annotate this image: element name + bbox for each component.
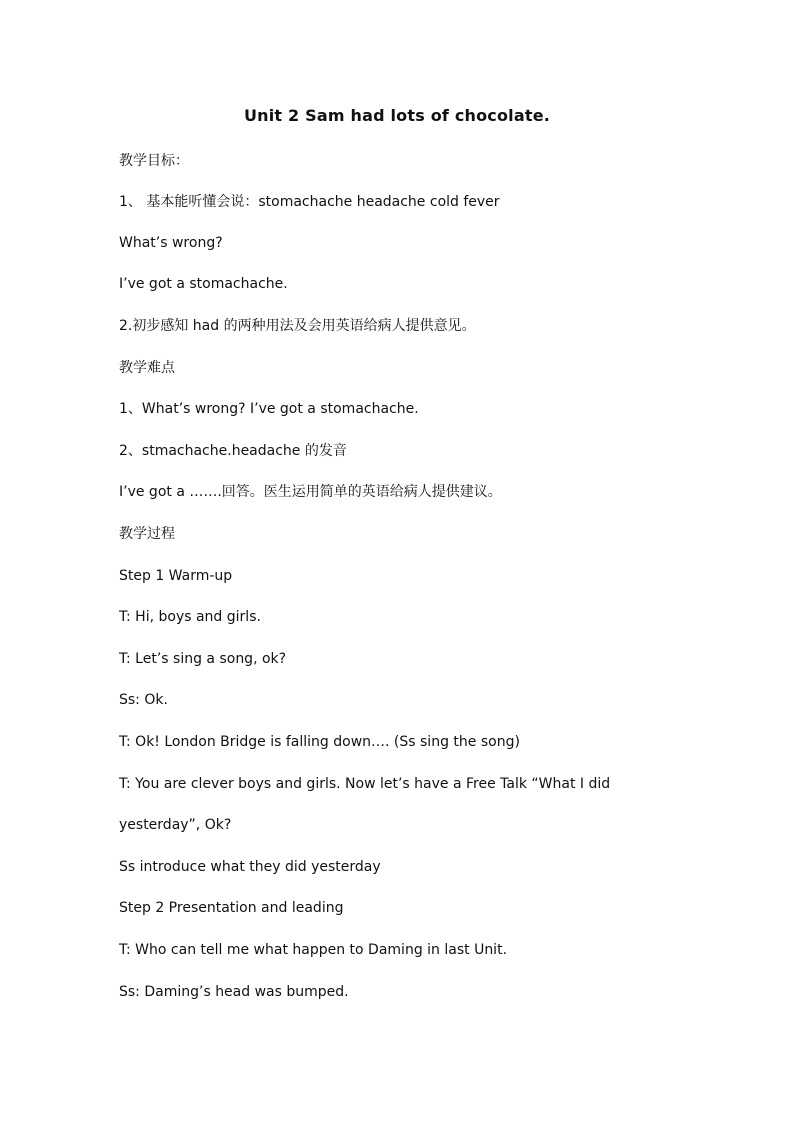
- dialogue-line: Ss: Ok.: [119, 692, 168, 708]
- difficulty-2: 2、stmachache.headache 的发音: [119, 443, 347, 459]
- dialogue-line: T: Ok! London Bridge is falling down…. (Ss sing the song): [119, 734, 520, 750]
- step-1-heading: Step 1 Warm-up: [119, 568, 233, 584]
- objective-1-question: What’s wrong?: [119, 235, 223, 251]
- dialogue-line-continued: yesterday”, Ok?: [119, 817, 232, 833]
- dialogue-line: T: Who can tell me what happen to Daming in last Unit.: [119, 942, 508, 958]
- objective-1-answer: I’ve got a stomachache.: [119, 276, 288, 292]
- objective-2: 2.初步感知 had 的两种用法及会用英语给病人提供意见。: [119, 318, 476, 334]
- section-heading-difficulties: 教学难点: [119, 360, 175, 376]
- activity-line: Ss introduce what they did yesterday: [119, 859, 381, 875]
- difficulty-1: 1、What’s wrong? I’ve got a stomachache.: [119, 401, 419, 417]
- document-title: Unit 2 Sam had lots of chocolate.: [243, 106, 551, 125]
- step-2-heading: Step 2 Presentation and leading: [119, 900, 344, 916]
- dialogue-line: T: Let’s sing a song, ok?: [119, 651, 287, 667]
- section-heading-process: 教学过程: [119, 526, 175, 542]
- dialogue-line: T: You are clever boys and girls. Now let’s have a Free Talk “What I did: [119, 776, 611, 792]
- dialogue-line: T: Hi, boys and girls.: [119, 609, 261, 625]
- objective-1: 1、 基本能听懂会说：stomachache headache cold fever: [119, 194, 500, 210]
- difficulty-3: I’ve got a …….回答。医生运用简单的英语给病人提供建议。: [119, 484, 502, 500]
- section-heading-objectives: 教学目标：: [119, 153, 189, 169]
- dialogue-line: Ss: Daming’s head was bumped.: [119, 984, 349, 1000]
